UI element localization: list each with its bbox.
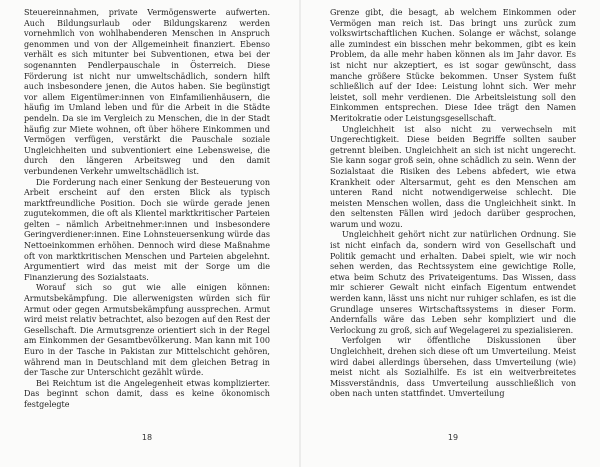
right-page-text: [330, 8, 576, 400]
paragraph: Bei Reichtum ist die Angelegenheit etwas komplizierter. Das beginnt schon damit, dass es keine ökonomisch festgelegte: [24, 378, 270, 409]
paragraph: Ungleichheit gehört nicht zur natürlichen Ordnung. Sie ist nicht einfach da, sondern wird von Gesellschaft und Politik gemacht und erhalten. Dabei spielt, wie wir noch sehen werden, das Rechtssystem eine gewichtige Rolle, etwa beim Schutz des Privateigentums. Das Wissen, dass mir schierer Gewalt nicht einfach Eigentum entwendet werden kann, lässt uns nicht nur ruhiger schlafen, es ist die Grundlage unseres Wirtschaftssystems in dieser Form. Andernfalls wäre das Leben sehr kompliziert und die Verlockung zu groß, sich auf Wegelagerei zu spezialisieren.: [330, 230, 576, 335]
left-page-text: [24, 8, 270, 411]
paragraph: Steuereinnahmen, private Vermögenswerte aufwerten. Auch Bildungsurlaub oder Bildungskarenz werden vornehmlich von wohlhabenderen Menschen in Anspruch genommen und von der Allgemeinheit finanziert. Ebenso verhält es sich mitunter bei Subventionen, etwa bei der sogenannten Pendlerpauschale in Österreich. Diese Förderung ist nicht nur umweltschädlich, sondern hilft auch insbesondere jenen, die Autos haben. Sie begünstigt vor allem Eigentümer:innen von Einfamilienhäusern, die häufig im Umland leben und für die Arbeit in die Städte pendeln. Da sie im Vergleich zu Menschen, die in der Stadt häufig zur Miete wohnen, oft über höhere Einkommen und Vermögen verfügen, verstärkt die Pauschale soziale Ungleichheiten und subventioniert eine Lebensweise, die durch den längeren Arbeitsweg und den damit verbundenen Verkehr umweltschädlich ist.: [24, 8, 270, 176]
paragraph: Ungleichheit ist also nicht zu verwechseln mit Ungerechtigkeit. Diese beiden Begriffe sollten sauber getrennt bleiben. Ungleichheit an sich ist nicht ungerecht. Sie kann sogar groß sein, ohne schädlich zu sein. Wenn der Sozialstaat die Risiken des Lebens abfedert, wie etwa Krankheit oder Altersarmut, geht es den Menschen am unteren Rand nicht notwendigerweise schlecht. Die meisten Menschen wollen, dass die Ungleichheit sinkt. In den seltensten Fällen wird jedoch darüber gesprochen, warum und wozu.: [330, 124, 576, 229]
paragraph: Grenze gibt, die besagt, ab welchem Einkommen oder Vermögen man reich ist. Das bringt uns zurück zum volkswirtschaftlichen Kuchen. Solange er wächst, solange alle zumindest ein bisschen mehr bekommen, gibt es kein Problem, da alle mehr haben können als im Jahr davor. Es ist nicht nur akzeptiert, es ist sogar gewünscht, dass manche größere Stücke bekommen. Unser System fußt schließlich auf der Idee: Leistung lohnt sich. Wer mehr leistet, soll mehr verdienen. Die Arbeitsleistung soll den Einkommen entsprechen. Diese Idee trägt den Namen Meritokratie oder Leistungsgesellschaft.: [330, 8, 576, 123]
paragraph: Verfolgen wir öffentliche Diskussionen über Ungleichheit, drehen sich diese oft um Umverteilung. Meist wird dabei allerdings übersehen, dass Umverteilung (wie) meist nicht als Sozialhilfe. Es ist ein weitverbreitetes Missverständnis, dass Umverteilung ausschließlich von oben nach unten stattfindet. Umverteilung: [330, 336, 576, 399]
page-number: 18: [141, 433, 153, 442]
right-page: [300, 0, 600, 467]
paragraph: Die Forderung nach einer Senkung der Besteuerung von Arbeit erscheint auf den ersten Blick als typisch marktfreundliche Position. Doch sie würde gerade jenen zugutekommen, die oft als Klientel marktkritischer Parteien gelten – nämlich Arbeitnehmer:innen und insbesondere Geringverdiener:innen. Eine Lohnsteuersenkung würde das Nettoeinkommen erhöhen. Dennoch wird diese Maßnahme oft von marktkritischen Menschen und Parteien abgelehnt. Argumentiert wird das meist mit der Sorge um die Finanzierung des Sozialstaats.: [24, 177, 270, 282]
page-number: 19: [447, 433, 459, 442]
paragraph: Worauf sich so gut wie alle einigen können: Armutsbekämpfung. Die allerwenigsten würden sich für Armut oder gegen Armutsbekämpfung aussprechen. Armut wird meist relativ betrachtet, also bezogen auf den Rest der Gesellschaft. Die Armutsgrenze orientiert sich in der Regel am Einkommen der Gesamtbevölkerung. Man kann mit 100 Euro in der Tasche in Pakistan zur Mittelschicht gehören, während man in Deutschland mit dem gleichen Betrag in der Tasche zur Unterschicht gezählt würde.: [24, 283, 270, 378]
